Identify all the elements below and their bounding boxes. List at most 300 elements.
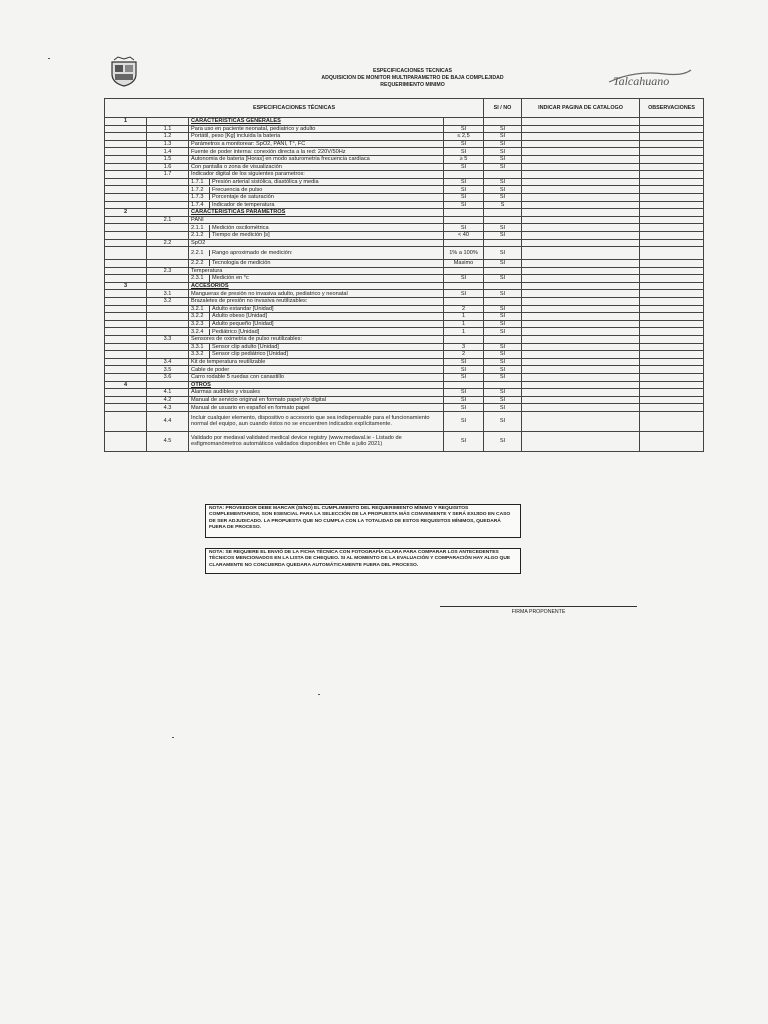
- table-row: [105, 298, 704, 306]
- row-observations-cell: [640, 275, 704, 283]
- row-catalog-page-cell: [522, 366, 640, 374]
- row-description-cell: Manual de servicio original en formato papel y/o digital: [189, 396, 444, 404]
- table-row: [105, 366, 704, 374]
- row-description-cell: Alarmas audibles y visuales: [189, 389, 444, 397]
- row-number-cell: [105, 343, 147, 351]
- row-description-cell: [189, 193, 444, 201]
- table-header-row: [105, 99, 704, 118]
- row-sino-cell: SI: [484, 290, 522, 298]
- row-description-cell: [189, 275, 444, 283]
- row-observations-cell: [640, 343, 704, 351]
- row-observations-cell: [640, 163, 704, 171]
- row-item-cell: 1.5: [147, 155, 189, 163]
- row-required-value-cell: SI: [444, 275, 484, 283]
- table-row: [105, 140, 704, 148]
- row-observations-cell: [640, 305, 704, 313]
- row-observations-cell: [640, 381, 704, 389]
- row-number-cell: [105, 231, 147, 239]
- row-observations-cell: [640, 239, 704, 247]
- row-description-cell: CARACTERISTICAS GENERALES: [189, 118, 444, 126]
- row-sino-cell: [484, 216, 522, 224]
- row-description-cell: CARACTERISTICAS PARÁMETROS: [189, 209, 444, 217]
- row-observations-cell: [640, 178, 704, 186]
- row-observations-cell: [640, 396, 704, 404]
- row-sino-cell: [484, 239, 522, 247]
- section-row: [105, 209, 704, 217]
- row-required-value-cell: SI: [444, 358, 484, 366]
- row-catalog-page-cell: [522, 396, 640, 404]
- row-description-cell: Validado por medaval validated medical device registry (www.medaval.ie - Listado de esfigmomanómetros automáticos validados disponibles en Chile a julio 2021): [189, 431, 444, 451]
- row-item-cell: 1.2: [147, 133, 189, 141]
- row-required-value-cell: SI: [444, 163, 484, 171]
- row-required-value-cell: SI: [444, 148, 484, 156]
- row-required-value-cell: [444, 282, 484, 290]
- row-sino-cell: SI: [484, 351, 522, 359]
- row-item-cell: 4.3: [147, 404, 189, 412]
- row-number-cell: [105, 163, 147, 171]
- row-catalog-page-cell: [522, 374, 640, 382]
- row-required-value-cell: [444, 336, 484, 344]
- row-number-cell: [105, 404, 147, 412]
- row-catalog-page-cell: [522, 193, 640, 201]
- row-description-cell: [189, 320, 444, 328]
- row-description-cell: Kit de temperatura reutilizable: [189, 358, 444, 366]
- row-item-cell: [147, 209, 189, 217]
- row-required-value-cell: 2: [444, 351, 484, 359]
- row-sino-cell: SI: [484, 260, 522, 268]
- row-description-cell: [189, 351, 444, 359]
- row-required-value-cell: [444, 209, 484, 217]
- table-row: [105, 320, 704, 328]
- table-row: [105, 155, 704, 163]
- row-required-value-cell: [444, 171, 484, 179]
- row-item-cell: [147, 313, 189, 321]
- row-catalog-page-cell: [522, 163, 640, 171]
- row-catalog-page-cell: [522, 282, 640, 290]
- row-sino-cell: [484, 209, 522, 217]
- row-catalog-page-cell: [522, 224, 640, 232]
- row-required-value-cell: Masimo: [444, 260, 484, 268]
- row-number-cell: [105, 148, 147, 156]
- row-item-cell: [147, 193, 189, 201]
- row-item-cell: 3.5: [147, 366, 189, 374]
- table-row: [105, 389, 704, 397]
- row-item-cell: [147, 305, 189, 313]
- row-sino-cell: [484, 282, 522, 290]
- brand-name: Talcahuano: [613, 74, 670, 88]
- row-sino-cell: SI: [484, 313, 522, 321]
- row-number-cell: [105, 155, 147, 163]
- row-description-text: Indicador de temperatura: [212, 201, 275, 208]
- row-description-text: Porcentaje de saturación: [212, 194, 274, 201]
- row-number-cell: [105, 431, 147, 451]
- row-number-cell: [105, 366, 147, 374]
- row-number-cell: [105, 201, 147, 209]
- row-catalog-page-cell: [522, 275, 640, 283]
- table-row: [105, 260, 704, 268]
- row-description-cell: Temperatura: [189, 267, 444, 275]
- row-description-text: Medición en °c: [212, 275, 249, 282]
- row-description-cell: Manual de usuario en español en formato papel: [189, 404, 444, 412]
- row-sino-cell: SI: [484, 320, 522, 328]
- row-description-cell: Parámetros a monitorear: SpO2, PANI, T°, FC: [189, 140, 444, 148]
- row-catalog-page-cell: [522, 411, 640, 431]
- row-number-cell: [105, 290, 147, 298]
- row-required-value-cell: 1: [444, 328, 484, 336]
- row-sino-cell: SI: [484, 231, 522, 239]
- row-item-cell: 3.1: [147, 290, 189, 298]
- row-number-cell: 3: [105, 282, 147, 290]
- row-required-value-cell: [444, 298, 484, 306]
- row-sino-cell: [484, 267, 522, 275]
- row-item-cell: 2.1: [147, 216, 189, 224]
- row-required-value-cell: [444, 381, 484, 389]
- row-subcode: 2.3.1: [191, 275, 210, 281]
- row-item-cell: 1.3: [147, 140, 189, 148]
- note-compliance-text: NOTA: PROVEEDOR DEBE MARCAR (SI/NO) EL CUMPLIMIENTO DEL REQUERIMIENTO MÍNIMO Y REQUISITOS COMPLEMENTARIOS, SON ESENCIAL PARA LA SELECCIÓN DE LA PROPUESTA MÁS CONVENIENTE Y SERÁ EXIJIDO EN CASO DE SER ADJUDICADO. LA PROPUESTA QUE NO CUMPLA CON LA TOTALIDAD DE ESTOS REQUISITOS MÍNIMOS, QUEDARÁ FUERA DE PROCESO.: [209, 506, 511, 531]
- row-number-cell: [105, 328, 147, 336]
- table-row: [105, 231, 704, 239]
- row-required-value-cell: SI: [444, 140, 484, 148]
- row-description-cell: [189, 224, 444, 232]
- scan-speck: [318, 694, 320, 695]
- row-catalog-page-cell: [522, 381, 640, 389]
- row-number-cell: [105, 140, 147, 148]
- row-sino-cell: SI: [484, 305, 522, 313]
- row-item-cell: 4.2: [147, 396, 189, 404]
- col-header-spec: ESPECIFICACIONES TÉCNICAS: [105, 99, 484, 118]
- row-description-cell: [189, 260, 444, 268]
- section-row: [105, 118, 704, 126]
- row-observations-cell: [640, 140, 704, 148]
- row-observations-cell: [640, 133, 704, 141]
- row-observations-cell: [640, 351, 704, 359]
- row-description-text: Pediátrico [Unidad]: [212, 328, 260, 335]
- row-observations-cell: [640, 404, 704, 412]
- row-required-value-cell: SI: [444, 201, 484, 209]
- row-catalog-page-cell: [522, 148, 640, 156]
- row-catalog-page-cell: [522, 239, 640, 247]
- row-subcode: 3.3.2: [191, 351, 210, 357]
- section-row: [105, 282, 704, 290]
- header-line-1: ESPECIFICACIONES TECNICAS: [373, 68, 452, 74]
- row-observations-cell: [640, 328, 704, 336]
- row-catalog-page-cell: [522, 186, 640, 194]
- row-item-cell: [147, 275, 189, 283]
- row-subcode: 3.2.2: [191, 313, 210, 319]
- table-row: [105, 404, 704, 412]
- table-row: [105, 186, 704, 194]
- row-observations-cell: [640, 320, 704, 328]
- row-item-cell: 1.6: [147, 163, 189, 171]
- row-item-cell: [147, 381, 189, 389]
- row-subcode: 2.2.2: [191, 260, 210, 266]
- row-description-cell: SpO2: [189, 239, 444, 247]
- row-observations-cell: [640, 224, 704, 232]
- row-description-cell: Cable de poder: [189, 366, 444, 374]
- row-number-cell: [105, 320, 147, 328]
- row-catalog-page-cell: [522, 171, 640, 179]
- row-catalog-page-cell: [522, 216, 640, 224]
- row-item-cell: 4.1: [147, 389, 189, 397]
- row-description-cell: [189, 231, 444, 239]
- row-observations-cell: [640, 358, 704, 366]
- row-observations-cell: [640, 290, 704, 298]
- row-sino-cell: [484, 118, 522, 126]
- row-required-value-cell: 1% a 100%: [444, 247, 484, 260]
- row-number-cell: [105, 186, 147, 194]
- table-row: [105, 247, 704, 260]
- row-catalog-page-cell: [522, 404, 640, 412]
- row-number-cell: [105, 313, 147, 321]
- row-description-text: Frecuencia de pulso: [212, 186, 263, 193]
- municipal-crest-logo: [108, 56, 140, 88]
- col-header-sino: SI / NO: [484, 99, 522, 118]
- table-row: [105, 163, 704, 171]
- row-description-cell: [189, 186, 444, 194]
- row-number-cell: [105, 374, 147, 382]
- row-required-value-cell: SI: [444, 193, 484, 201]
- row-item-cell: 4.4: [147, 411, 189, 431]
- row-catalog-page-cell: [522, 140, 640, 148]
- row-description-text: Sensor clip adulto [Unidad]: [212, 343, 279, 350]
- note-technical-sheet-text: NOTA: SE REQUIERE EL ENVIÓ DE LA FICHA TÉCNICA CON FOTOGRAFÍA CLARA PARA COMPARAR LOS ANTECEDENTES TÉCNICOS MENCIONADOS EN LA LISTA DE CHEQUEO. SI AL MOMENTO DE LA EVALUACIÓN Y COMPARACIÓN HAY ALGO QUE CLARAMENTE NO CONCUERDA QUEDARA AUTOMÁTICAMENTE FUERA DEL PROCESO.: [209, 550, 511, 568]
- row-subcode: 2.2.1: [191, 250, 210, 256]
- row-sino-cell: SI: [484, 411, 522, 431]
- table-row: [105, 216, 704, 224]
- row-observations-cell: [640, 118, 704, 126]
- row-number-cell: [105, 239, 147, 247]
- row-subcode: 3.3.1: [191, 344, 210, 350]
- row-number-cell: [105, 298, 147, 306]
- document-header: [250, 68, 575, 89]
- row-sino-cell: SI: [484, 125, 522, 133]
- table-row: [105, 125, 704, 133]
- table-row: [105, 193, 704, 201]
- row-description-cell: Fuente de poder interna: conexión directa a la red: 220V/50Hz: [189, 148, 444, 156]
- row-catalog-page-cell: [522, 231, 640, 239]
- row-sino-cell: SI: [484, 163, 522, 171]
- row-subcode: 1.7.2: [191, 187, 210, 193]
- table-row: [105, 305, 704, 313]
- row-description-cell: PANI: [189, 216, 444, 224]
- row-number-cell: 2: [105, 209, 147, 217]
- note-technical-sheet: [205, 548, 521, 574]
- signature-label: FIRMA PROPONENTE: [511, 609, 566, 615]
- table-row: [105, 171, 704, 179]
- table-row: [105, 396, 704, 404]
- row-observations-cell: [640, 209, 704, 217]
- row-required-value-cell: SI: [444, 396, 484, 404]
- row-description-cell: Indicador digital de los siguientes parametros:: [189, 171, 444, 179]
- row-description-text: Tiempo de medición [s]: [212, 232, 270, 239]
- row-observations-cell: [640, 201, 704, 209]
- row-sino-cell: SI: [484, 431, 522, 451]
- row-required-value-cell: 1: [444, 320, 484, 328]
- row-required-value-cell: SI: [444, 290, 484, 298]
- row-number-cell: [105, 305, 147, 313]
- row-number-cell: [105, 125, 147, 133]
- row-number-cell: [105, 275, 147, 283]
- row-sino-cell: [484, 381, 522, 389]
- row-observations-cell: [640, 193, 704, 201]
- row-description-cell: Carro rodable 5 ruedas con canastillo: [189, 374, 444, 382]
- row-item-cell: [147, 247, 189, 260]
- row-number-cell: 4: [105, 381, 147, 389]
- row-observations-cell: [640, 336, 704, 344]
- row-catalog-page-cell: [522, 389, 640, 397]
- table-row: [105, 148, 704, 156]
- row-sino-cell: SI: [484, 224, 522, 232]
- row-description-cell: [189, 343, 444, 351]
- row-required-value-cell: SI: [444, 431, 484, 451]
- note-compliance: [205, 504, 521, 538]
- row-catalog-page-cell: [522, 298, 640, 306]
- table-row: [105, 374, 704, 382]
- row-subcode: 1.7.4: [191, 202, 210, 208]
- row-observations-cell: [640, 216, 704, 224]
- row-sino-cell: SI: [484, 366, 522, 374]
- row-catalog-page-cell: [522, 328, 640, 336]
- table-row: [105, 343, 704, 351]
- row-required-value-cell: [444, 118, 484, 126]
- row-required-value-cell: SI: [444, 178, 484, 186]
- row-subcode: 2.1.2: [191, 232, 210, 238]
- row-item-cell: [147, 186, 189, 194]
- row-sino-cell: SI: [484, 396, 522, 404]
- row-required-value-cell: ≥ 5: [444, 155, 484, 163]
- row-item-cell: [147, 231, 189, 239]
- row-observations-cell: [640, 260, 704, 268]
- row-subcode: 3.2.3: [191, 321, 210, 327]
- table-row: [105, 178, 704, 186]
- row-item-cell: 3.6: [147, 374, 189, 382]
- row-sino-cell: [484, 298, 522, 306]
- row-required-value-cell: SI: [444, 366, 484, 374]
- row-catalog-page-cell: [522, 305, 640, 313]
- row-sino-cell: SI: [484, 343, 522, 351]
- row-observations-cell: [640, 231, 704, 239]
- row-catalog-page-cell: [522, 290, 640, 298]
- row-number-cell: [105, 267, 147, 275]
- row-catalog-page-cell: [522, 201, 640, 209]
- row-description-text: Tecnologia de medición: [212, 260, 271, 267]
- row-number-cell: [105, 216, 147, 224]
- row-item-cell: [147, 320, 189, 328]
- row-description-cell: Mangueras de presión no invasiva adulto, pediatrico y neonatal: [189, 290, 444, 298]
- row-required-value-cell: SI: [444, 186, 484, 194]
- row-catalog-page-cell: [522, 343, 640, 351]
- row-number-cell: 1: [105, 118, 147, 126]
- row-catalog-page-cell: [522, 431, 640, 451]
- row-observations-cell: [640, 411, 704, 431]
- row-description-cell: Autonomia de bateria [Horas] en modo saturometria frecuencia cardiaca: [189, 155, 444, 163]
- table-row: [105, 411, 704, 431]
- row-required-value-cell: SI: [444, 389, 484, 397]
- table-row: [105, 290, 704, 298]
- row-required-value-cell: SI: [444, 411, 484, 431]
- row-catalog-page-cell: [522, 209, 640, 217]
- row-catalog-page-cell: [522, 351, 640, 359]
- header-line-3: REQUERIMIENTO MINIMO: [380, 82, 445, 88]
- row-item-cell: 3.3: [147, 336, 189, 344]
- row-observations-cell: [640, 171, 704, 179]
- scan-speck: [48, 58, 50, 59]
- table-row: [105, 267, 704, 275]
- table-row: [105, 336, 704, 344]
- row-sino-cell: SI: [484, 193, 522, 201]
- header-line-2: ADQUISICION DE MONITOR MULTIPARAMETRO DE BAJA COMPLEJIDAD: [321, 75, 504, 81]
- row-item-cell: 4.5: [147, 431, 189, 451]
- row-sino-cell: SI: [484, 374, 522, 382]
- row-observations-cell: [640, 282, 704, 290]
- table-row: [105, 431, 704, 451]
- row-observations-cell: [640, 267, 704, 275]
- row-required-value-cell: 1: [444, 313, 484, 321]
- row-sino-cell: [484, 171, 522, 179]
- row-catalog-page-cell: [522, 358, 640, 366]
- row-observations-cell: [640, 431, 704, 451]
- row-item-cell: 1.4: [147, 148, 189, 156]
- row-catalog-page-cell: [522, 155, 640, 163]
- row-catalog-page-cell: [522, 260, 640, 268]
- row-observations-cell: [640, 366, 704, 374]
- row-number-cell: [105, 336, 147, 344]
- row-catalog-page-cell: [522, 313, 640, 321]
- row-item-cell: [147, 201, 189, 209]
- row-item-cell: [147, 343, 189, 351]
- row-sino-cell: SI: [484, 178, 522, 186]
- row-item-cell: 1.1: [147, 125, 189, 133]
- row-description-text: Adulto obeso [Unidad]: [212, 313, 268, 320]
- row-sino-cell: SI: [484, 328, 522, 336]
- row-catalog-page-cell: [522, 336, 640, 344]
- row-item-cell: 3.2: [147, 298, 189, 306]
- table-row: [105, 224, 704, 232]
- row-item-cell: 3.4: [147, 358, 189, 366]
- row-required-value-cell: ≤ 2,5: [444, 133, 484, 141]
- row-item-cell: [147, 282, 189, 290]
- row-required-value-cell: [444, 216, 484, 224]
- specifications-table: [104, 98, 704, 452]
- row-catalog-page-cell: [522, 133, 640, 141]
- row-description-cell: Sensores de oximetria de pulso reutilizables:: [189, 336, 444, 344]
- row-description-cell: Portátil, peso [Kg] incluida la bateria: [189, 133, 444, 141]
- row-description-cell: [189, 247, 444, 260]
- row-observations-cell: [640, 313, 704, 321]
- row-number-cell: [105, 411, 147, 431]
- row-description-text: Adulto estandar [Unidad]: [212, 305, 274, 312]
- row-item-cell: 1.7: [147, 171, 189, 179]
- row-description-cell: [189, 305, 444, 313]
- row-number-cell: [105, 351, 147, 359]
- row-required-value-cell: 3: [444, 343, 484, 351]
- row-subcode: 1.7.3: [191, 194, 210, 200]
- section-row: [105, 381, 704, 389]
- table-row: [105, 351, 704, 359]
- col-header-obs: OBSERVACIONES: [640, 99, 704, 118]
- row-catalog-page-cell: [522, 118, 640, 126]
- col-header-catalog: INDICAR PAGINA DE CATALOGO: [522, 99, 640, 118]
- row-number-cell: [105, 193, 147, 201]
- row-sino-cell: [484, 336, 522, 344]
- talcahuano-logo: [605, 66, 695, 90]
- row-description-cell: [189, 201, 444, 209]
- row-sino-cell: SI: [484, 389, 522, 397]
- table-row: [105, 328, 704, 336]
- row-number-cell: [105, 396, 147, 404]
- row-subcode: 3.2.1: [191, 306, 210, 312]
